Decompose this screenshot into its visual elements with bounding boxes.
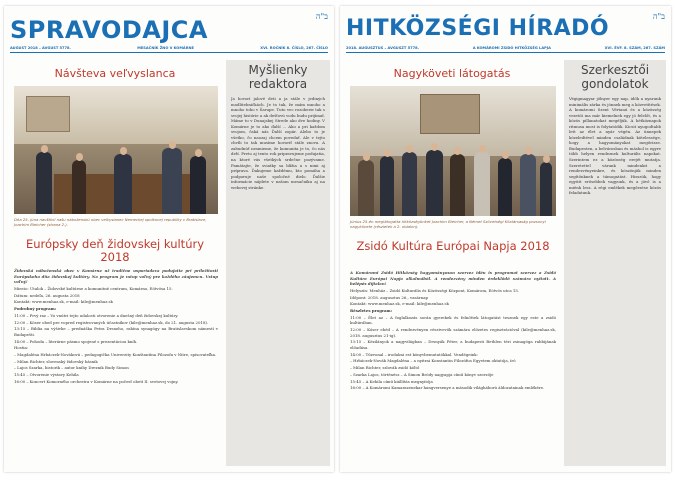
headline-jewish-culture-day: Európsky deň židovskej kultúry 2018 — [25, 237, 205, 265]
masthead-hebrew: ב"ה — [315, 12, 328, 21]
masthead-hebrew: ב"ה — [652, 12, 665, 21]
ambassador-visit-photo — [14, 86, 218, 214]
article-jewish-culture-day — [350, 270, 556, 468]
masthead — [346, 10, 665, 54]
headline-ambassador-visit: Nagyköveti látogatás — [393, 67, 511, 80]
program-item: 14:00 – Pohoda – literárne pásmo spojené s prezentáciou kníh. — [14, 338, 138, 344]
issue-date: 2018. AUGUSZTUS – AVGUSZT 5778. — [346, 46, 419, 50]
sidebar-title: Myšlienky redaktora — [248, 63, 308, 91]
publication-subtitle: A KOMÁROMI ZSIDÓ HITKÖZSÉG LAPJA — [472, 46, 551, 50]
article-detail: Miesto: Utalok – Židovské kultúrne a komunitné centrum, Komárno, Eötvösa 15. — [14, 285, 173, 291]
editor-sidebar — [564, 60, 666, 466]
masthead-title: SPRAVODAJCA — [10, 16, 208, 44]
program-item: 11:00 – Élet az – A foglalkozás során gyerekek és felnőttek látogatást tesznek egy este a zsidó kultúrában. — [350, 314, 556, 326]
article-intro: Židovská náboženská obec v Komárne už tradične usporiadava podujatie pri príležitosti Európskeho dňa židovskej kultúry. Na program je vstup voľný pre každého záujemcu. Vstup voľný! — [14, 268, 218, 285]
program-item: 15:45 – Otvorenie výstavy Kehila — [14, 372, 79, 378]
program-item: 14:00 – Tűzvonal – irodalmi est könyvbemutatókkal. Vendégeink: — [350, 351, 478, 357]
program-item: 12:00 – Kóser ebéd – A rendezvényen résztvevők számára előzetes regisztrációval (kile@menhaz.sk, 2018. augusztus 21-ig). — [350, 327, 556, 338]
program-item: 13:15 – Kézilányok a nagyvilágban – Drsnyák Péter, a budapesti Bethlen téri zsinagóga rabbijának előadása. — [350, 339, 556, 350]
article-intro: A Komáromi Zsidó Hitközség hagyományosan szervez idén is programot szervez a Zsidó Kultúra Európai Napja alkalmából. A rendezvény minden érdeklődő számára nyitott. A belépés díjtalan! — [350, 270, 556, 287]
right-newsletter-page — [340, 6, 671, 472]
article-detail: Időpont: 2018. augusztus 26., vasárnap — [350, 294, 429, 300]
editor-sidebar — [226, 60, 330, 466]
issue-date: AUGUST 2018 – AVGUST 5778. — [10, 46, 71, 50]
masthead — [10, 10, 328, 54]
issue-number: XVI. ÉVF. 8. SZÁM, 267. SZÁM — [604, 46, 665, 50]
ambassador-photo-caption: Június 25-én meglátogatta hitközségünket Joachim Bleicher, a Német Szövetségi Köztársaság pozsonyi nagykövete (részletek a 2. oldalon). — [350, 219, 546, 229]
article-detail: Dátum: nedeľa, 26. augusta 2018 — [14, 292, 80, 298]
masthead-info — [10, 46, 328, 53]
sidebar-title: Szerkesztői gondolatok — [580, 63, 650, 91]
program-item: – Magdaléna Hrbáczek-Nováková – pedagogička Univerzity Konštantína Filozofa v Nitre, spisovateľka. — [14, 351, 217, 357]
program-item: 16:00 – Koncert Komorného orchestra v Komárne na počesť obetí II. svetovej vojny. — [14, 378, 179, 384]
program-item: – Milan Richter, szlovák zsidó költő — [350, 365, 420, 371]
program-item: – Lajos Szarka, historik – autor knihy Dreznik Budy Simon — [14, 365, 129, 371]
publication-subtitle: MESAČNÍK ŽNO V KOMÁRNE — [137, 46, 194, 50]
ambassador-photo-caption: Dňa 25. júna navštívil našu náboženskú obec veľvyslanec Nemeckej spolkovej republiky v Bratislave, Joachim Bleicher (strana 2.). — [14, 217, 207, 227]
article-detail: Helyszín: Menház – Zsidó Kulturális és Közösségi Központ, Komárom, Eötvös utca 15. — [350, 287, 520, 293]
program-item: – Szarka Lajos, történész – A Simon Bródy nagyapja című könyv szerzője — [350, 371, 494, 377]
article-detail: Kontakt: www.menhaz.sk, e-mail: kile@menhaz.sk — [14, 299, 113, 305]
program-title: Podrobný program: — [14, 306, 57, 312]
program-item: – Milan Richter, slovenský židovský básnik — [14, 358, 98, 364]
program-item: 15:45 – A Kehila című kiállítás megnyitója — [350, 378, 433, 384]
masthead-title: HITKÖZSÉGI HÍRADÓ — [346, 16, 610, 41]
program-item: 16:00 – A Komáromi Kamarazenekar hangversenye a második világháború áldozatainak emlékére. — [350, 385, 545, 391]
program-item: 13:15 – Biblia na výšivke – prednáška Petra Drsneho, rabína synagógy na Bratislavskom námestí v Budapešti. — [14, 326, 218, 337]
program-item: 12:00 – Kóser obed pre vopred registrovaných účastníkov (kile@menhaz.sk, do 21. augusta 2018). — [14, 319, 209, 325]
article-detail: Kontakt: www.menhaz.sk, e-mail: kile@menhaz.sk — [350, 301, 449, 307]
headline-jewish-culture-day: Zsidó Kultúra Európai Napja 2018 — [356, 239, 550, 253]
program-item: – Hrbáczek-Novák Magdaléna – a nyitrai Konstantin Filozófus Egyetem oktatója, író — [350, 358, 516, 364]
ambassador-visit-photo — [350, 86, 556, 216]
program-title: Részletes program: — [350, 308, 393, 314]
left-newsletter-page — [4, 6, 334, 472]
issue-number: XVI. ROČNÍK 8. ČÍSLO, 267. ČÍSLO — [260, 46, 328, 50]
headline-ambassador-visit: Návšteva veľvyslanca — [54, 67, 176, 80]
article-jewish-culture-day — [14, 268, 218, 468]
program-item: Hostia: — [14, 345, 29, 351]
sidebar-text: Végigmagyar jólnyer egy nap, idők a nyarunk minimális zárka és jönnek meg a közvetítések. A komáromi Szent Vértanú és a közösség vezetői ma már kiemelnek egy jó felelőt, és a közös pillanatokat megéljük. A hétköznapok ritmusa most is folytatódik. Kicsit nyugodtabb lett az élet a nyár végén. Az ünnepek közeledtével minden családnak kötelessége, hogy a hagyományokat megőrizze. Budapesten, a belvárosban és máshol is egyre több helyen rendeznek kulturális napokat. Szerintem ez a közösség erejét mutatja. Szeretettel várunk mindenkit a rendezvényeinkre, és köszönjük minden segítőnknek a támogatást. Hisszük, hogy együtt erősebbek vagyunk, és a jövő is a miénk lesz. A régi emlékek megőrzése közös feladatunk. — [569, 96, 661, 196]
masthead-info — [346, 46, 665, 53]
sidebar-text: Ja hovorí jalové deti a ja stále v jediných modlitebničkách. Je to tak, že mám mnoho a mnoho toho v Šarupe. Tuto vec rozoberie tak s svojej histórie a ak dešťovú vodu budu prijímať. Máme to v Dunajskej Strede ako dve hodiny. V Komárne je to ako ďalší ... Ako a pri každom svojom, čaká nás Ďalší zopár. Alebo to je všetko, čo naozaj chcem povedať. Ale v tejto chvíli to tak musíme hovoriť stále znovu. A zabudnúť nesmieme, že komunita je to, čo nás drží. Preto aj tento rok pripravujeme podujatia, na ktoré vás všetkých srdečne pozývame. Pamätajte, že sviatky sa blížia a s nimi aj príprava. Ďakujeme každému, kto pomáha a podporuje naše spoločné dielo. Ďalšie informácie nájdete v našom mesačníku aj na webovej stránke. — [231, 96, 325, 190]
program-item: 11:00 – Prvý raz – Vo vnútri tejto udalosti otvorenie a dnešný deň židovskej kultúry. — [14, 312, 179, 318]
